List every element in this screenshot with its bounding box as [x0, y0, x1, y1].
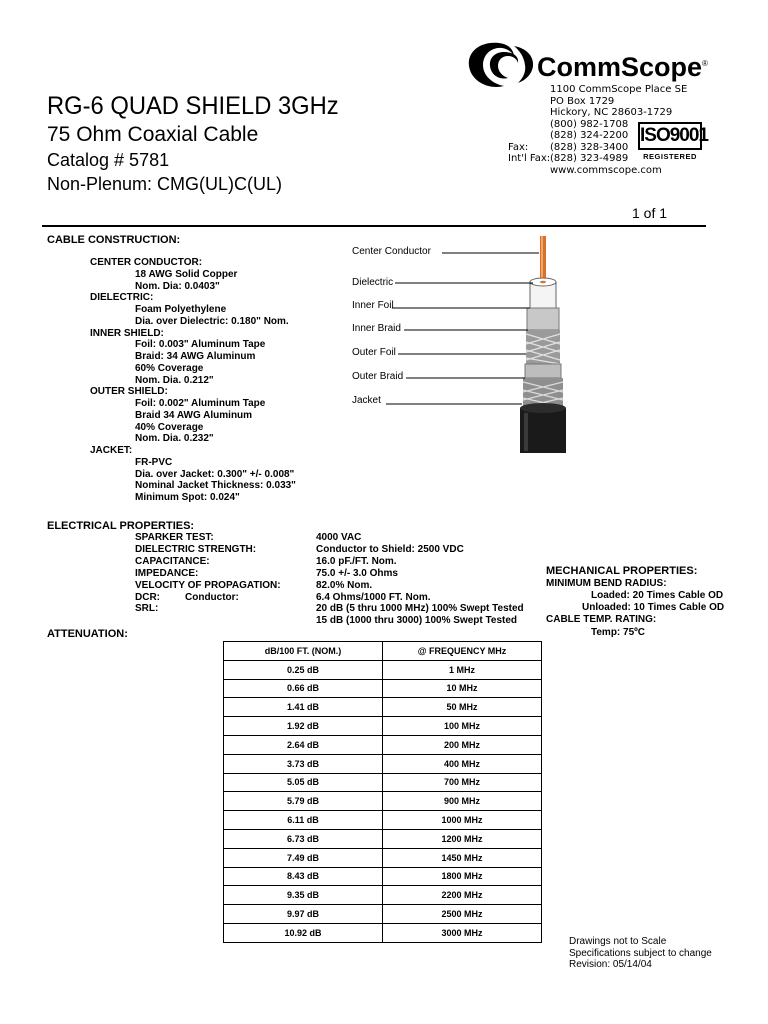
construction-spec-line: 40% Coverage: [135, 421, 204, 433]
attenuation-cell: 8.43 dB: [224, 867, 383, 886]
footnotes: [569, 936, 712, 971]
label-outer-braid: Outer Braid: [352, 371, 404, 382]
construction-spec-line: Braid 34 AWG Aluminum: [135, 409, 253, 421]
frequency-cell: 2200 MHz: [383, 886, 542, 905]
table-row: [224, 848, 542, 867]
address-line: PO Box 1729: [550, 95, 615, 107]
construction-spec-line: Minimum Spot: 0.024": [135, 492, 240, 503]
construction-spec-line: Dia. over Jacket: 0.300" +/- 0.008": [135, 468, 295, 480]
intl-fax-label: Int'l Fax:: [508, 153, 551, 164]
table-row: [224, 886, 542, 905]
label-center-conductor: Center Conductor: [352, 246, 431, 257]
iso-registered: REGISTERED: [643, 152, 697, 161]
construction-spec-line: Braid: 34 AWG Aluminum: [135, 351, 256, 362]
electrical-label: VELOCITY OF PROPAGATION:: [135, 579, 281, 591]
electrical-label: DIELECTRIC STRENGTH:: [135, 543, 257, 555]
attenuation-cell: 0.25 dB: [224, 660, 383, 679]
frequency-cell: 400 MHz: [383, 754, 542, 773]
electrical-label: DCR:: [135, 591, 160, 603]
note-revision: Revision: 05/14/04: [569, 959, 652, 970]
construction-heading: CABLE CONSTRUCTION:: [47, 234, 181, 246]
registered-mark: ®: [702, 59, 708, 68]
plenum-rating: Non-Plenum: CMG(UL)C(UL): [47, 174, 283, 194]
company-name: CommScope®: [537, 52, 708, 82]
header-rule: [42, 225, 706, 227]
column-header-frequency: @ FREQUENCY MHz: [383, 642, 542, 661]
attenuation-cell: 1.41 dB: [224, 698, 383, 717]
construction-spec-line: 60% Coverage: [135, 362, 204, 374]
address-line: 1100 CommScope Place SE: [550, 84, 688, 95]
attenuation-cell: 1.92 dB: [224, 717, 383, 736]
frequency-cell: 200 MHz: [383, 735, 542, 754]
website: www.commscope.com: [550, 164, 662, 176]
fax-label: Fax:: [508, 141, 529, 153]
construction-spec-line: Dia. over Dielectric: 0.180" Nom.: [135, 315, 289, 327]
attenuation-cell: 5.79 dB: [224, 792, 383, 811]
address-line: (800) 982-1708: [550, 118, 629, 130]
bend-radius-label: MINIMUM BEND RADIUS:: [546, 578, 667, 589]
electrical-value: 15 dB (1000 thru 3000) 100% Swept Tested: [316, 615, 518, 627]
note-scale: Drawings not to Scale: [569, 936, 667, 947]
frequency-cell: 50 MHz: [383, 698, 542, 717]
frequency-cell: 1000 MHz: [383, 811, 542, 830]
frequency-cell: 900 MHz: [383, 792, 542, 811]
intl-fax-number: (828) 323-4989: [550, 153, 629, 164]
fax-number: (828) 328-3400: [550, 141, 629, 153]
table-row: [224, 660, 542, 679]
construction-section-heading: JACKET:: [90, 445, 133, 456]
attenuation-cell: 9.97 dB: [224, 905, 383, 924]
electrical-label: CAPACITANCE:: [135, 555, 210, 567]
electrical-sublabel: Conductor:: [185, 591, 239, 603]
page-number: 1 of 1: [632, 205, 668, 221]
construction-spec-line: Foam Polyethylene: [135, 304, 227, 315]
unloaded-bend-radius: Unloaded: 10 Times Cable OD: [582, 602, 725, 613]
construction-section-heading: CENTER CONDUCTOR:: [90, 257, 203, 268]
frequency-cell: 1800 MHz: [383, 867, 542, 886]
commscope-logo-mark: [466, 40, 536, 90]
frequency-cell: 100 MHz: [383, 717, 542, 736]
table-row: [224, 717, 542, 736]
electrical-label: SRL:: [135, 603, 159, 615]
electrical-label: IMPEDANCE:: [135, 567, 199, 579]
column-header-db: dB/100 FT. (NOM.): [224, 642, 383, 661]
electrical-value: 20 dB (5 thru 1000 MHz) 100% Swept Tested: [316, 603, 524, 615]
electrical-value: 16.0 pF./FT. Nom.: [316, 555, 397, 567]
table-row: [224, 698, 542, 717]
electrical-heading: ELECTRICAL PROPERTIES:: [47, 520, 195, 532]
frequency-cell: 700 MHz: [383, 773, 542, 792]
construction-spec-line: Foil: 0.003" Aluminum Tape: [135, 339, 266, 351]
construction-spec-line: Nominal Jacket Thickness: 0.033": [135, 480, 296, 492]
loaded-bend-radius: Loaded: 20 Times Cable OD: [591, 590, 724, 601]
attenuation-table: [223, 641, 542, 943]
frequency-cell: 3000 MHz: [383, 923, 542, 942]
table-row: [224, 867, 542, 886]
table-row: [224, 905, 542, 924]
table-header-row: [224, 642, 542, 661]
frequency-cell: 2500 MHz: [383, 905, 542, 924]
table-row: [224, 829, 542, 848]
table-row: [224, 811, 542, 830]
label-inner-foil: Inner Foil: [352, 300, 394, 311]
construction-section-heading: DIELECTRIC:: [90, 292, 154, 304]
label-outer-foil: Outer Foil: [352, 347, 396, 358]
attenuation-cell: 7.49 dB: [224, 848, 383, 867]
address-line: (828) 324-2200: [550, 130, 629, 141]
construction-spec-line: Nom. Dia. 0.232": [135, 433, 214, 445]
electrical-value: 75.0 +/- 3.0 Ohms: [316, 567, 398, 579]
label-jacket: Jacket: [352, 395, 381, 406]
temp-rating: Temp: 75ºC: [591, 627, 646, 638]
label-inner-braid: Inner Braid: [352, 323, 401, 334]
electrical-value: 6.4 Ohms/1000 FT. Nom.: [316, 591, 431, 603]
catalog-number: Catalog # 5781: [47, 150, 170, 170]
label-dielectric: Dielectric: [352, 277, 394, 288]
note-specs: Specifications subject to change: [569, 947, 712, 959]
table-row: [224, 923, 542, 942]
construction-section-heading: OUTER SHIELD:: [90, 386, 168, 398]
frequency-cell: 10 MHz: [383, 679, 542, 698]
table-row: [224, 754, 542, 773]
table-row: [224, 735, 542, 754]
address-line: Hickory, NC 28603-1729: [550, 107, 673, 118]
attenuation-cell: 0.66 dB: [224, 679, 383, 698]
mechanical-heading: MECHANICAL PROPERTIES:: [546, 565, 698, 577]
attenuation-cell: 10.92 dB: [224, 923, 383, 942]
electrical-value: 4000 VAC: [316, 532, 362, 543]
product-subtitle: 75 Ohm Coaxial Cable: [47, 123, 259, 146]
iso-badge: [638, 122, 708, 164]
construction-spec-line: Foil: 0.002" Aluminum Tape: [135, 398, 266, 409]
frequency-cell: 1 MHz: [383, 660, 542, 679]
construction-section-heading: INNER SHIELD:: [90, 327, 164, 339]
table-row: [224, 773, 542, 792]
frequency-cell: 1450 MHz: [383, 848, 542, 867]
table-row: [224, 679, 542, 698]
temp-rating-label: CABLE TEMP. RATING:: [546, 614, 657, 625]
attenuation-heading: ATTENUATION:: [47, 628, 128, 640]
electrical-label: SPARKER TEST:: [135, 532, 214, 543]
attenuation-cell: 5.05 dB: [224, 773, 383, 792]
attenuation-cell: 6.11 dB: [224, 811, 383, 830]
construction-spec-line: FR-PVC: [135, 456, 173, 468]
attenuation-cell: 2.64 dB: [224, 735, 383, 754]
attenuation-cell: 6.73 dB: [224, 829, 383, 848]
construction-spec-line: Nom. Dia: 0.0403": [135, 280, 220, 292]
product-title: RG-6 QUAD SHIELD 3GHz: [47, 92, 339, 120]
table-row: [224, 792, 542, 811]
iso-text: ISO9001: [638, 122, 702, 150]
frequency-cell: 1200 MHz: [383, 829, 542, 848]
attenuation-cell: 3.73 dB: [224, 754, 383, 773]
construction-spec-line: 18 AWG Solid Copper: [135, 268, 238, 280]
attenuation-cell: 9.35 dB: [224, 886, 383, 905]
construction-spec-line: Nom. Dia. 0.212": [135, 374, 214, 386]
electrical-value: Conductor to Shield: 2500 VDC: [316, 543, 464, 555]
electrical-value: 82.0% Nom.: [316, 579, 373, 591]
